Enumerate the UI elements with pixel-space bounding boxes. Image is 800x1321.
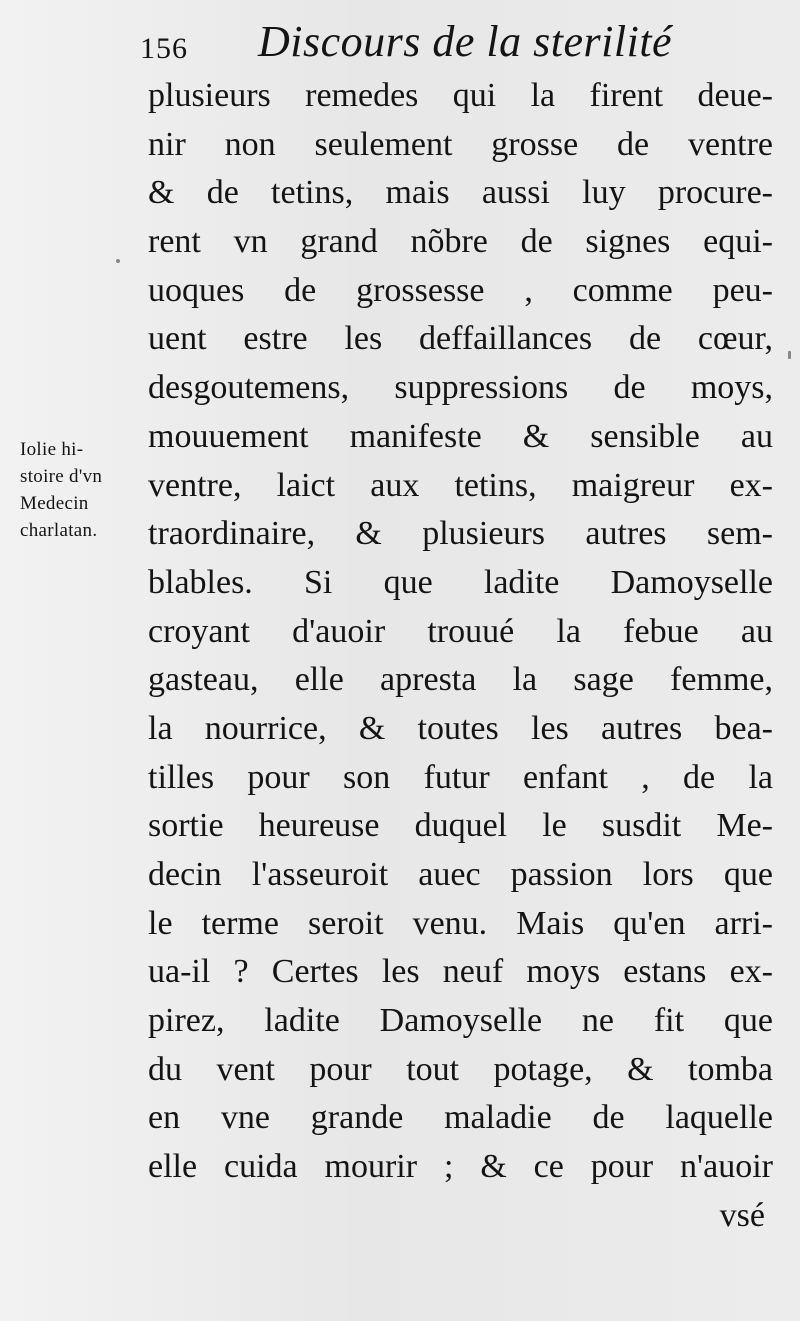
text-line: du vent pour tout potage, & tomba (148, 1050, 773, 1088)
text-line: uent estre les deffaillances de cœur, (148, 320, 773, 358)
text-line: gasteau, elle apresta la sage femme, (148, 661, 773, 699)
margin-note-line: Iolie hi- (20, 439, 84, 460)
margin-note (20, 436, 148, 544)
text-line: rent vn grand nõbre de signes equi- (148, 223, 773, 261)
text-line: tilles pour son futur enfant , de la (148, 758, 773, 796)
margin-note-line: stoire d'vn (20, 466, 103, 487)
margin-note-line: charlatan. (20, 520, 98, 541)
text-line: & de tetins, mais aussi luy procure- (148, 174, 773, 212)
body-text (148, 72, 773, 1241)
ink-speck (116, 259, 120, 263)
text-line: desgoutemens, suppressions de moys, (148, 369, 773, 407)
text-line: decin l'asseuroit auec passion lors que (148, 856, 773, 893)
catchword: vsé (719, 1196, 765, 1234)
text-line: ua-il ? Certes les neuf moys estans ex- (148, 953, 773, 991)
text-line: sortie heureuse duquel le susdit Me- (148, 807, 773, 845)
text-line: traordinaire, & plusieurs autres sem- (148, 515, 773, 553)
text-line: mouuement manifeste & sensible au (148, 417, 773, 455)
page-header (140, 16, 780, 74)
text-line: en vne grande maladie de laquelle (148, 1099, 773, 1137)
text-line: nir non seulement grosse de ventre (148, 125, 773, 163)
ink-speck (788, 351, 791, 359)
running-title: Discours de la sterilité (258, 17, 673, 66)
text-line: pirez, ladite Damoyselle ne fit que (148, 1002, 773, 1040)
text-line: plusieurs remedes qui la firent deue- (148, 77, 773, 114)
text-line: elle cuida mourir ; & ce pour n'auoir (148, 1148, 773, 1186)
text-line: la nourrice, & toutes les autres bea- (148, 709, 773, 747)
text-line: croyant d'auoir trouué la febue au (148, 612, 773, 650)
text-line: ventre, laict aux tetins, maigreur ex- (148, 466, 773, 504)
text-line: le terme seroit venu. Mais qu'en arri- (148, 904, 773, 942)
margin-note-line: Medecin (20, 493, 89, 514)
text-line: uoques de grossesse , comme peu- (148, 271, 773, 309)
page-number: 156 (140, 32, 188, 65)
text-line: blables. Si que ladite Damoyselle (148, 563, 773, 601)
